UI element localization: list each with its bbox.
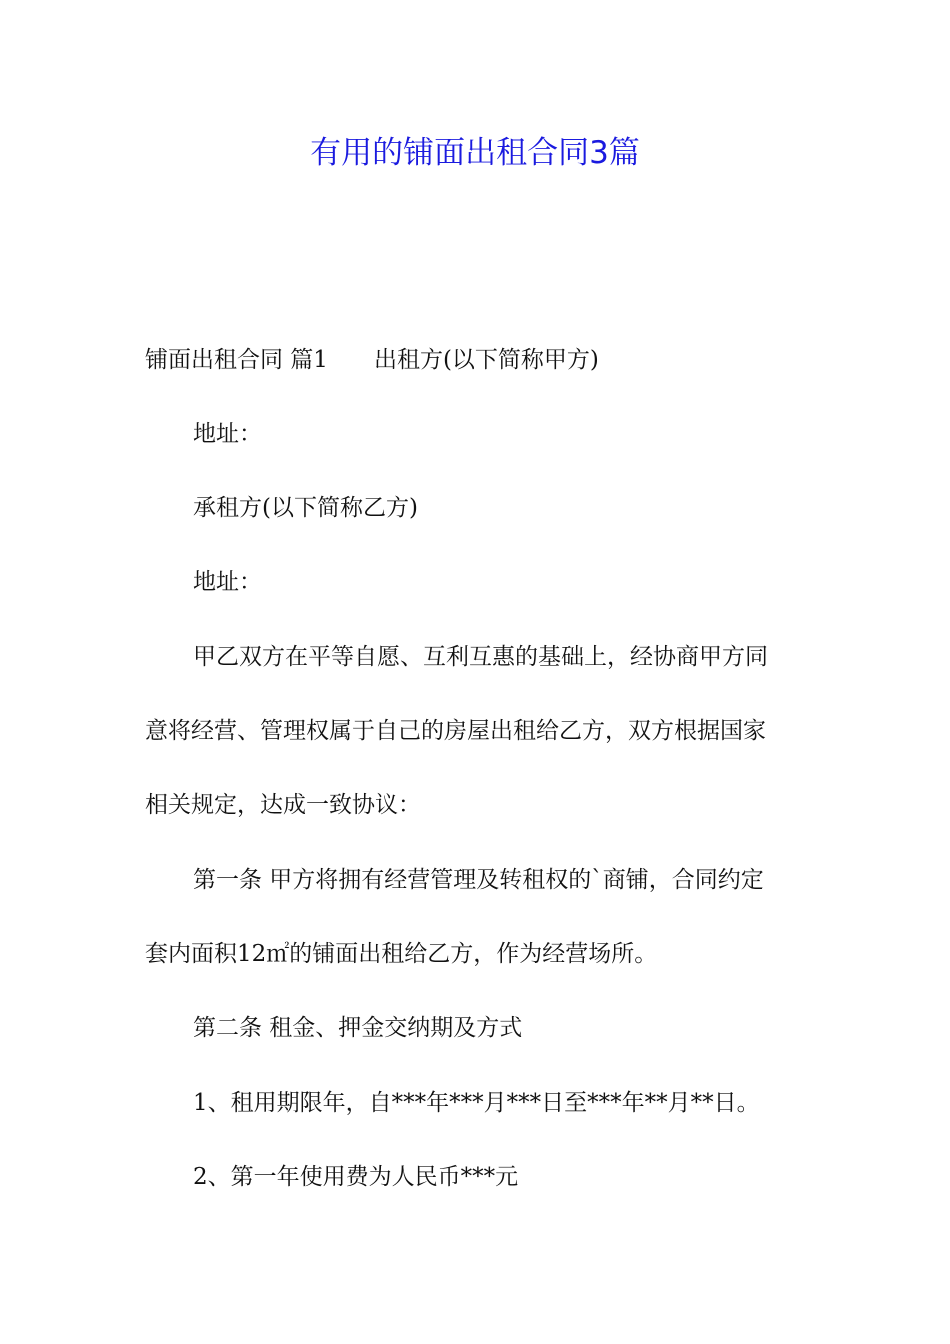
lessor-label: 出租方(以下简称甲方): [373, 347, 599, 373]
article-one-line-1: 第一条 甲方将拥有经营管理及转租权的`商铺，合同约定: [193, 867, 764, 893]
contract-part-label: 铺面出租合同 篇1: [145, 347, 328, 373]
preamble-line-2: 意将经营、管理权属于自己的房屋出租给乙方，双方根据国家: [145, 718, 766, 744]
preamble-line-3: 相关规定，达成一致协议：: [145, 792, 421, 818]
article-two-heading: 第二条 租金、押金交纳期及方式: [193, 1015, 523, 1041]
contract-heading: [145, 344, 815, 376]
lease-term-item: 1、租用期限年，自***年***月***日至***年**月**日。: [193, 1090, 760, 1116]
lessee-label-line: 承租方(以下简称乙方): [193, 495, 418, 521]
first-year-fee-item: 2、第一年使用费为人民币***元: [193, 1164, 519, 1190]
lessor-address-line: 地址：: [193, 421, 262, 447]
document-title: 有用的铺面出租合同3篇: [310, 135, 640, 171]
lessee-address-line: 地址：: [193, 569, 262, 595]
article-one-line-2: 套内面积12㎡的铺面出租给乙方，作为经营场所。: [145, 941, 658, 967]
preamble-line-1: 甲乙双方在平等自愿、互利互惠的基础上，经协商甲方同: [193, 644, 768, 670]
